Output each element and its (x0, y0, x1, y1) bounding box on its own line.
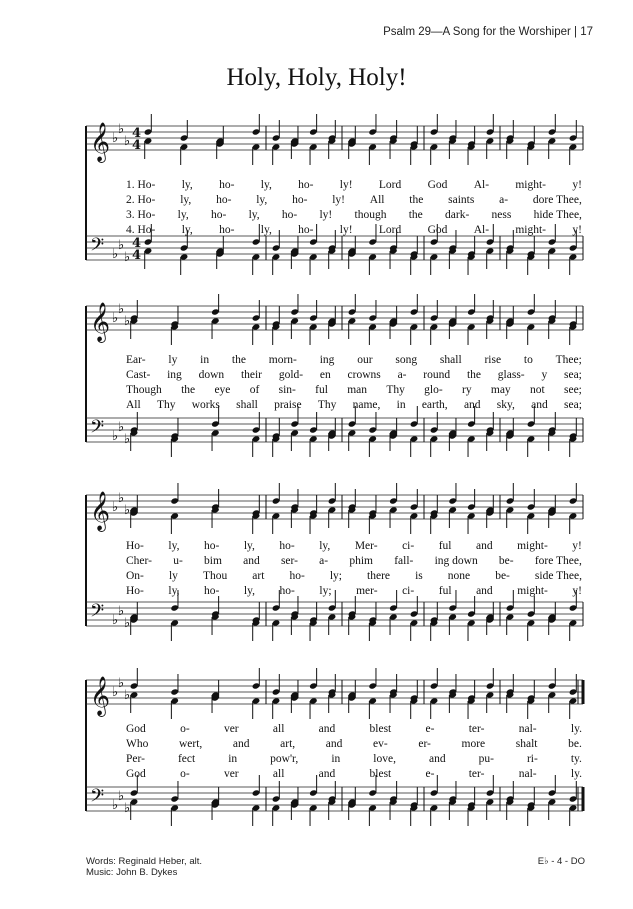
lyric-syllable: ter- (468, 768, 485, 780)
lyric-syllable: ly, (177, 209, 189, 221)
lyric-line (126, 353, 582, 368)
lyric-syllable: ho- (279, 540, 295, 552)
music-credit: Music: John B. Dykes (86, 867, 178, 878)
flat-sign: ♭ (112, 613, 119, 628)
lyric-syllable: Lord (378, 179, 402, 191)
music-system-2 (86, 298, 583, 468)
lyric-syllable: ly! (319, 209, 333, 221)
lyric-syllable: y! (572, 179, 582, 191)
lyric-syllable: ly (168, 570, 178, 582)
lyric-syllable: ly. (570, 768, 582, 780)
lyric-line (126, 178, 582, 193)
lyric-syllable: in (396, 399, 406, 411)
lyric-syllable: o- (180, 768, 190, 780)
lyric-syllable: works (191, 399, 220, 411)
lyric-syllable: glass- (497, 369, 525, 381)
lyric-line (126, 539, 582, 554)
lyric-syllable: sin- (278, 384, 296, 396)
flat-sign: ♭ (118, 302, 125, 317)
time-signature-top: 4 (132, 236, 142, 251)
lyric-syllable: Ear- (126, 354, 146, 366)
lyric-syllable: On- (126, 570, 144, 582)
lyric-syllable: ho- (298, 179, 314, 191)
lyric-syllable: sea; (564, 399, 582, 411)
lyric-syllable: shall (439, 354, 462, 366)
lyric-syllable: y! (572, 224, 582, 236)
lyric-syllable: a- (319, 555, 329, 567)
bass-clef: 𝄢 (90, 235, 105, 260)
lyric-syllable: pow'r, (270, 753, 299, 765)
lyric-syllable: God (427, 224, 448, 236)
lyric-syllable: 4. Ho- (126, 224, 156, 236)
lyric-syllable: ho- (216, 194, 232, 206)
lyric-syllable: e- (425, 768, 435, 780)
lyric-syllable: and (243, 555, 260, 567)
bass-clef: 𝄢 (90, 417, 105, 442)
lyric-syllable: blest (369, 723, 392, 735)
lyric-syllable: pu- (478, 753, 494, 765)
flat-sign: ♭ (118, 122, 125, 137)
lyrics-block-2 (126, 353, 582, 413)
flat-sign: ♭ (112, 685, 119, 700)
lyric-syllable: ly; (329, 570, 342, 582)
lyric-syllable: ci- (402, 540, 415, 552)
lyric-syllable: round (423, 369, 451, 381)
words-credit: Words: Reginald Heber, alt. (86, 856, 202, 867)
lyric-syllable: name, (352, 399, 381, 411)
flat-sign: ♭ (124, 688, 131, 703)
lyric-syllable: sea; (563, 369, 582, 381)
lyric-syllable: Al- (473, 224, 490, 236)
lyric-syllable: the (181, 384, 196, 396)
flat-sign: ♭ (118, 789, 125, 804)
lyric-syllable: ho- (210, 209, 227, 221)
lyric-syllable: our (357, 354, 373, 366)
lyric-syllable: y! (572, 540, 582, 552)
lyric-syllable: there (367, 570, 391, 582)
lyrics-block-4 (126, 722, 582, 782)
lyric-syllable: ho- (219, 179, 235, 191)
lyric-syllable: song (395, 354, 418, 366)
lyric-syllable: All (126, 399, 141, 411)
time-signature-bottom: 4 (132, 138, 142, 153)
treble-clef: 𝄞 (90, 491, 111, 531)
lyric-syllable: gold- (278, 369, 304, 381)
lyric-syllable: ful (438, 585, 452, 597)
flat-sign: ♭ (118, 676, 125, 691)
lyric-syllable: ly! (339, 179, 353, 191)
lyric-syllable: fect (177, 753, 196, 765)
lyric-syllable: Thy (317, 399, 337, 411)
lyric-syllable: phim (349, 555, 373, 567)
treble-clef: 𝄞 (90, 676, 111, 716)
lyric-syllable: be- (498, 555, 514, 567)
lyric-syllable: ho- (289, 570, 305, 582)
flat-sign: ♭ (124, 616, 131, 631)
time-signature-top: 4 (132, 126, 142, 141)
lyric-line (126, 737, 582, 752)
lyric-syllable: and (476, 585, 493, 597)
flat-sign: ♭ (124, 250, 131, 265)
lyric-syllable: in (228, 753, 238, 765)
flat-sign: ♭ (124, 314, 131, 329)
lyric-syllable: God (427, 179, 448, 191)
lyric-syllable: wert, (178, 738, 203, 750)
lyric-syllable: none (447, 570, 471, 582)
lyric-syllable: glo- (424, 384, 443, 396)
lyric-syllable: nal- (518, 723, 537, 735)
lyric-syllable: ly, (243, 540, 255, 552)
lyric-syllable: ly, (168, 585, 180, 597)
lyric-line (126, 554, 582, 569)
flat-sign: ♭ (112, 429, 119, 444)
lyric-syllable: morn- (268, 354, 297, 366)
lyrics-block-1 (126, 178, 582, 238)
lyric-syllable: and (476, 540, 493, 552)
lyric-syllable: love, (373, 753, 396, 765)
lyric-syllable: ly, (181, 179, 193, 191)
lyric-syllable: ing down (434, 555, 478, 567)
lyric-syllable: ly, (260, 224, 272, 236)
flat-sign: ♭ (112, 131, 119, 146)
lyric-syllable: crowns (347, 369, 381, 381)
lyric-syllable: y (541, 369, 548, 381)
hymn-title: Holy, Holy, Holy! (226, 64, 407, 91)
lyric-syllable: ly, (260, 179, 272, 191)
lyric-syllable: ly (168, 354, 178, 366)
lyric-line (126, 208, 582, 223)
treble-clef: 𝄞 (90, 122, 111, 162)
lyric-syllable: ty. (570, 753, 582, 765)
lyric-syllable: be- (495, 570, 510, 582)
lyric-syllable: God (126, 723, 146, 735)
lyric-syllable: ter- (468, 723, 485, 735)
meter-code: E♭ - 4 - DO (537, 856, 585, 867)
bass-clef: 𝄢 (90, 601, 105, 626)
lyric-line (126, 569, 582, 584)
lyric-syllable: sky, (496, 399, 515, 411)
lyric-syllable: ly! (339, 224, 353, 236)
lyric-syllable: o- (180, 723, 190, 735)
lyric-syllable: ly, (180, 194, 192, 206)
flat-sign: ♭ (124, 801, 131, 816)
lyric-syllable: the (408, 209, 423, 221)
lyric-syllable: ser- (280, 555, 298, 567)
flat-sign: ♭ (112, 798, 119, 813)
lyric-syllable: ly, (181, 224, 193, 236)
lyric-syllable: Cher- (126, 555, 152, 567)
lyric-syllable: blest (369, 768, 392, 780)
lyric-syllable: ly, (168, 540, 180, 552)
flat-sign: ♭ (118, 604, 125, 619)
lyric-syllable: ho- (281, 209, 298, 221)
lyric-syllable: ly; (319, 585, 332, 597)
lyric-syllable: and (232, 738, 250, 750)
lyric-syllable: and (318, 768, 336, 780)
lyric-syllable: might- (515, 179, 547, 191)
lyric-syllable: All (369, 194, 385, 206)
lyric-syllable: 1. Ho- (126, 179, 156, 191)
lyric-syllable: man (347, 384, 368, 396)
lyric-syllable: ver (223, 768, 239, 780)
lyric-syllable: art, (280, 738, 296, 750)
flat-sign: ♭ (112, 247, 119, 262)
lyric-syllable: of (249, 384, 260, 396)
lyric-syllable: in (200, 354, 210, 366)
lyric-line (126, 767, 582, 782)
lyric-syllable: their (240, 369, 263, 381)
lyric-syllable: dore Thee, (532, 194, 582, 206)
lyric-syllable: not (529, 384, 545, 396)
lyric-syllable: ho- (204, 585, 220, 597)
lyric-syllable: ho- (279, 585, 295, 597)
music-system-1 (86, 118, 583, 278)
lyric-syllable: Thy (156, 399, 176, 411)
lyric-syllable: ly, (319, 540, 331, 552)
music-system-4 (86, 672, 583, 837)
lyric-syllable: fall- (394, 555, 414, 567)
lyric-syllable: in (331, 753, 341, 765)
lyric-line (126, 752, 582, 767)
lyric-syllable: be. (568, 738, 582, 750)
flat-sign: ♭ (124, 503, 131, 518)
flat-sign: ♭ (118, 420, 125, 435)
lyric-syllable: Ho- (126, 540, 144, 552)
lyric-line (126, 584, 582, 599)
lyric-syllable: ry (461, 384, 472, 396)
lyric-syllable: saints (448, 194, 475, 206)
lyric-syllable: dark- (445, 209, 470, 221)
flat-sign: ♭ (112, 311, 119, 326)
lyric-syllable: Ho- (126, 585, 144, 597)
lyric-syllable: might- (517, 585, 548, 597)
lyric-syllable: might- (515, 224, 547, 236)
lyric-syllable: and (325, 738, 343, 750)
lyric-syllable: and (531, 399, 548, 411)
lyric-syllable: a- (499, 194, 509, 206)
lyric-syllable: eye (214, 384, 231, 396)
lyric-syllable: y! (572, 585, 582, 597)
lyric-syllable: shall (236, 399, 258, 411)
lyric-syllable: and (428, 753, 446, 765)
lyric-syllable: 2. Ho- (126, 194, 156, 206)
lyric-syllable: ho- (203, 540, 220, 552)
lyric-syllable: ri- (526, 753, 538, 765)
lyric-syllable: ev- (373, 738, 388, 750)
lyric-syllable: Thee; (555, 354, 582, 366)
lyric-syllable: ful (315, 384, 328, 396)
lyrics-block-3 (126, 539, 582, 599)
flat-sign: ♭ (124, 134, 131, 149)
lyric-syllable: ness (491, 209, 512, 221)
lyric-syllable: though (354, 209, 387, 221)
lyric-syllable: nal- (518, 768, 537, 780)
lyric-syllable: ly, (256, 194, 268, 206)
lyric-syllable: the (466, 369, 481, 381)
running-header: Psalm 29—A Song for the Worshiper | 17 (383, 26, 593, 38)
lyric-syllable: and (463, 399, 481, 411)
credits (86, 856, 202, 878)
lyric-syllable: ho- (219, 224, 235, 236)
lyric-syllable: ing (319, 354, 335, 366)
lyric-syllable: the (231, 354, 246, 366)
lyric-syllable: Thy (386, 384, 405, 396)
lyric-syllable: hide Thee, (533, 209, 582, 221)
lyric-syllable: ly! (332, 194, 345, 206)
lyric-syllable: mer- (356, 585, 378, 597)
lyric-line (126, 722, 582, 737)
lyric-line (126, 383, 582, 398)
lyric-syllable: Though (126, 384, 162, 396)
lyric-syllable: Al- (473, 179, 490, 191)
lyric-line (126, 368, 582, 383)
lyric-syllable: is (415, 570, 423, 582)
flat-sign: ♭ (112, 500, 119, 515)
flat-sign: ♭ (118, 491, 125, 506)
music-system-3 (86, 487, 583, 652)
lyric-syllable: ly, (248, 209, 260, 221)
lyric-syllable: ho- (298, 224, 314, 236)
lyric-syllable: side Thee, (534, 570, 582, 582)
lyric-syllable: more (461, 738, 486, 750)
time-signature-bottom: 4 (132, 248, 142, 263)
lyric-syllable: a- (397, 369, 407, 381)
lyric-syllable: Mer- (354, 540, 378, 552)
lyric-syllable: ho- (292, 194, 308, 206)
lyric-syllable: see; (563, 384, 582, 396)
lyric-syllable: earth, (421, 399, 448, 411)
lyric-syllable: ing (167, 369, 182, 381)
lyric-syllable: might- (517, 540, 548, 552)
lyric-syllable: all (272, 723, 285, 735)
lyric-syllable: Per- (126, 753, 145, 765)
lyric-syllable: the (409, 194, 424, 206)
lyric-syllable: ful (438, 540, 452, 552)
lyric-syllable: rise (484, 354, 502, 366)
lyric-syllable: down (198, 369, 225, 381)
lyric-syllable: to (523, 354, 533, 366)
lyric-syllable: en (319, 369, 331, 381)
lyric-line (126, 193, 582, 208)
lyric-line (126, 223, 582, 238)
lyric-syllable: and (318, 723, 336, 735)
lyric-syllable: ly. (570, 723, 582, 735)
lyric-syllable: shalt (515, 738, 538, 750)
lyric-line (126, 398, 582, 413)
flat-sign: ♭ (118, 238, 125, 253)
lyric-syllable: God (126, 768, 146, 780)
lyric-syllable: praise (274, 399, 302, 411)
treble-clef: 𝄞 (90, 302, 111, 342)
lyric-syllable: ly, (243, 585, 255, 597)
lyric-syllable: bim (204, 555, 222, 567)
lyric-syllable: Thou (202, 570, 228, 582)
lyric-syllable: er- (418, 738, 431, 750)
bass-clef: 𝄢 (90, 786, 105, 811)
lyric-syllable: fore Thee, (534, 555, 582, 567)
lyric-syllable: may (490, 384, 511, 396)
lyric-syllable: Cast- (126, 369, 151, 381)
lyric-syllable: e- (425, 723, 435, 735)
lyric-syllable: Who (126, 738, 149, 750)
lyric-syllable: u- (173, 555, 183, 567)
lyric-syllable: Lord (378, 224, 402, 236)
lyric-syllable: ver (223, 723, 239, 735)
lyric-syllable: art (252, 570, 265, 582)
flat-sign: ♭ (124, 432, 131, 447)
lyric-syllable: ci- (402, 585, 415, 597)
lyric-syllable: all (272, 768, 285, 780)
lyric-syllable: 3. Ho- (126, 209, 156, 221)
